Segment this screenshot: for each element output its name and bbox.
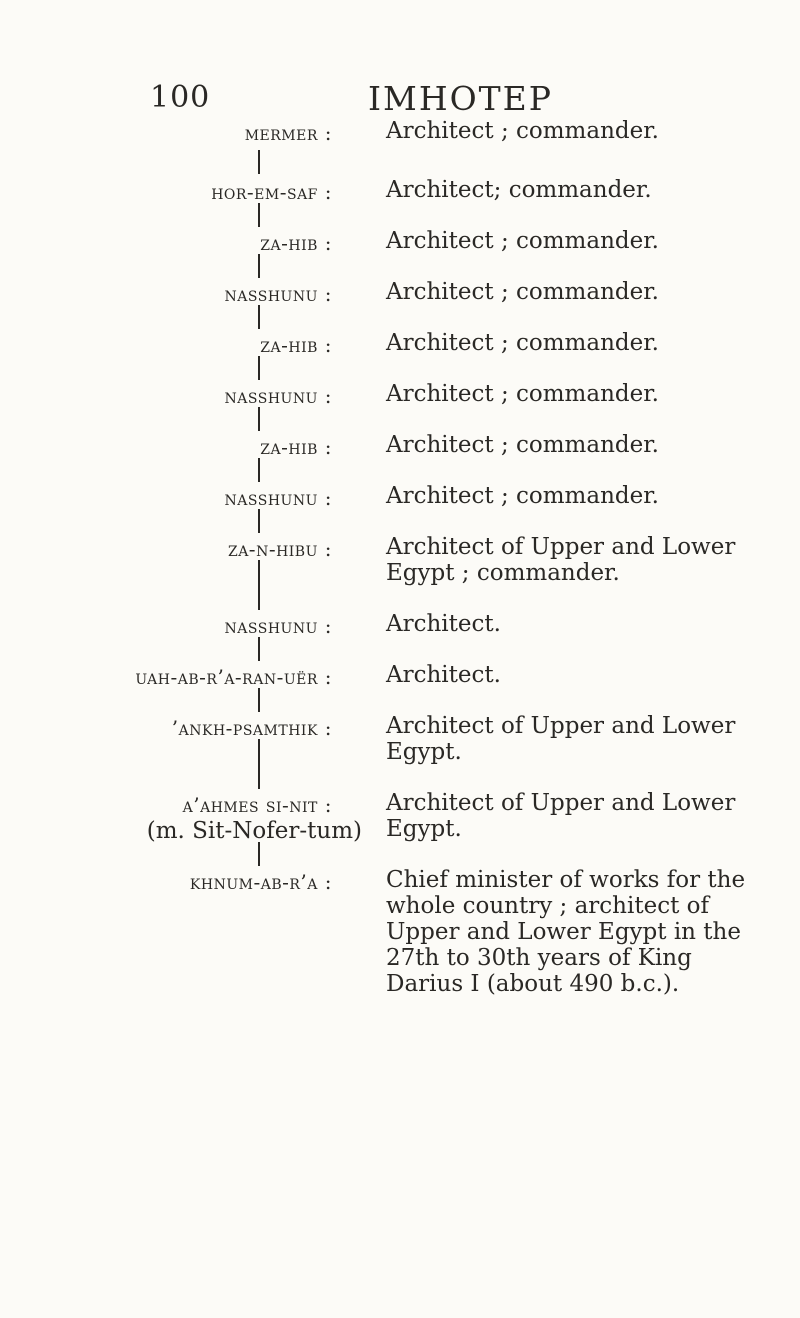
lineage-connector: [258, 305, 260, 329]
entry-description: Architect ; commander.: [386, 279, 659, 305]
lineage-name: ’ankh-psamthik :: [171, 716, 332, 740]
entry-description: Architect.: [386, 662, 501, 688]
entry-description: Architect ; commander.: [386, 228, 659, 254]
lineage-name: uah-ab-r’a-ran-uër :: [135, 665, 332, 689]
entry-description: Architect ; commander.: [386, 483, 659, 509]
lineage-connector: [258, 356, 260, 380]
lineage-name: a’ahmes si-nit :: [182, 793, 332, 817]
lineage-connector: [258, 509, 260, 533]
lineage-name: nasshunu :: [224, 486, 332, 510]
lineage-connector: [258, 407, 260, 431]
lineage-name: za-hib :: [260, 435, 332, 459]
entry-description: Architect ; commander.: [386, 381, 659, 407]
entry-description: Architect of Upper and Lower: [386, 790, 736, 816]
entry-description: Architect ; commander.: [386, 432, 659, 458]
lineage-connector: [258, 560, 260, 610]
entry-description: Egypt.: [386, 816, 462, 842]
lineage-connector: [258, 458, 260, 482]
page-number: 100: [150, 80, 211, 115]
lineage-name: za-hib :: [260, 333, 332, 357]
lineage-connector: [258, 254, 260, 278]
lineage-name: za-n-hibu :: [227, 537, 332, 561]
lineage-name: nasshunu :: [224, 384, 332, 408]
lineage-name: nasshunu :: [224, 614, 332, 638]
lineage-connector: [258, 637, 260, 661]
entry-description: Egypt ; commander.: [386, 560, 620, 586]
lineage-name: khnum-ab-r’a :: [189, 870, 332, 894]
lineage-name: hor-em-saf :: [211, 180, 332, 204]
entry-description: whole country ; architect of: [386, 893, 709, 919]
entry-description: Architect ; commander.: [386, 118, 659, 144]
lineage-name: mermer :: [244, 121, 332, 145]
lineage-connector: [258, 150, 260, 174]
entry-description: Architect of Upper and Lower: [386, 713, 736, 739]
entry-description: Chief minister of works for the: [386, 867, 746, 893]
entry-description: Architect ; commander.: [386, 330, 659, 356]
entry-description: Egypt.: [386, 739, 462, 765]
lineage-name: za-hib :: [260, 231, 332, 255]
lineage-connector: [258, 842, 260, 866]
lineage-connector: [258, 688, 260, 712]
lineage-connector: [258, 203, 260, 227]
entry-description: Darius I (about 490 b.c.).: [386, 971, 680, 997]
lineage-name: nasshunu :: [224, 282, 332, 306]
entry-description: Architect; commander.: [386, 177, 652, 203]
entry-description: Architect of Upper and Lower: [386, 534, 736, 560]
lineage-note: (m. Sit-Nofer-tum): [146, 818, 362, 844]
running-title: IMHOTEP: [368, 79, 553, 118]
entry-description: 27th to 30th years of King: [386, 945, 692, 971]
entry-description: Upper and Lower Egypt in the: [386, 919, 741, 945]
entry-description: Architect.: [386, 611, 501, 637]
lineage-connector: [258, 739, 260, 789]
